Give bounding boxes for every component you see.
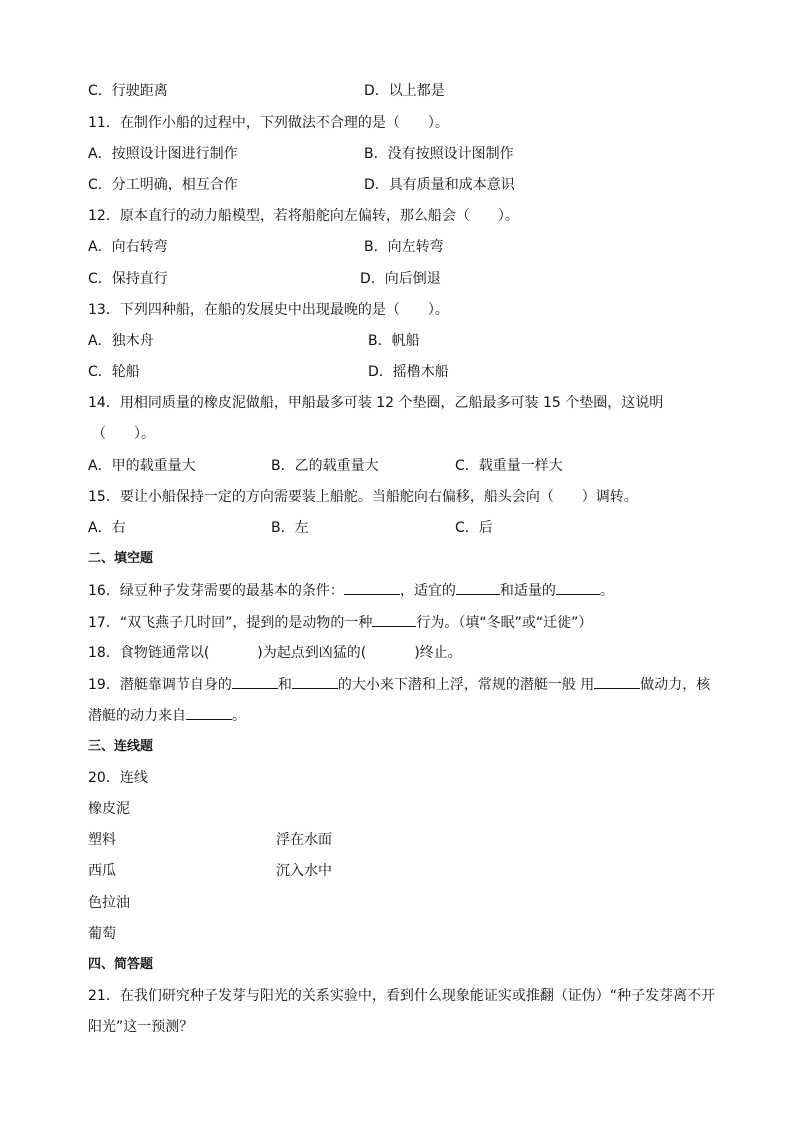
section-short-answer-title: 四、简答题 [88,957,154,972]
q11-option-c: C．分工明确，相互合作 [88,177,238,193]
q16-line [88,581,614,600]
q18-line [88,644,462,662]
q12-option-c: C．保持直行 [88,271,168,287]
q19-blank-4[interactable] [186,706,232,720]
q16-text-2: ，适宜的 [399,583,456,599]
q14-option-b: B．乙的载重量大 [271,458,379,474]
q13-option-d: D．摇橹木船 [368,364,449,380]
q21-line-2: 阳光”这一预测？ [88,1019,194,1035]
q19-line-2 [88,706,246,725]
q20-left-item[interactable]: 色拉油 [88,895,130,911]
q13-stem: 13．下列四种船，在船的发展史中出现最晚的是（ ）。 [88,302,449,318]
q18-text-1: 18．食物链通常以( [88,645,210,661]
q14-stem-continued: （ ）。 [92,426,155,442]
q18-text-2: )为起点到凶猛的( [257,645,367,661]
q13-option-a: A．独木舟 [88,333,154,349]
q19-blank-2[interactable] [292,675,338,689]
q14-option-c: C．载重量一样大 [455,458,563,474]
q19-blank-3[interactable] [594,675,640,689]
q15-option-c: C．后 [455,520,493,536]
q19-text-4: 做动力，核 [640,677,711,693]
q19-blank-1[interactable] [232,675,278,689]
q12-option-b: B．向左转弯 [364,239,444,255]
q16-blank-2[interactable] [456,581,500,595]
q13-option-b: B．帆船 [368,333,420,349]
q16-text-1: 16．绿豆种子发芽需要的最基本的条件： [88,583,344,599]
q19-text-1: 19．潜艇靠调节自身的 [88,677,232,693]
section-fill-in-title: 二、填空题 [88,551,154,566]
q15-stem: 15．要让小船保持一定的方向需要装上船舵。当船舵向右偏移，船头会向（ ）调转。 [88,489,638,505]
q16-text-4: 。 [599,583,614,599]
q12-stem: 12．原本直行的动力船模型，若将船舵向左偏转，那么船会（ ）。 [88,208,519,224]
q20-left-item[interactable]: 葡萄 [88,926,116,942]
q11-option-a: A．按照设计图进行制作 [88,146,238,162]
q14-stem: 14．用相同质量的橡皮泥做船，甲船最多可装 12 个垫圈，乙船最多可装 15 个垫圈，这说明 [88,395,664,411]
q10-option-d: D．以上都是 [364,83,445,99]
q15-option-a: A．右 [88,520,126,536]
q20-left-item[interactable]: 西瓜 [88,863,116,879]
q19-line-1 [88,675,710,694]
q11-option-b: B．没有按照设计图制作 [364,146,514,162]
q20-right-item[interactable]: 浮在水面 [276,832,332,848]
q19-text-end: 。 [232,708,246,724]
q13-option-c: C．轮船 [88,364,140,380]
q17-text-1: 17．“双飞燕子几时回”，提到的是动物的一种 [88,615,373,631]
q16-blank-3[interactable] [556,581,600,595]
q19-text-3: 的大小来下潜和上浮，常规的潜艇一般 用 [337,677,595,693]
q16-text-3: 和适量的 [499,583,556,599]
q20-left-item[interactable]: 橡皮泥 [88,801,130,817]
q18-text-3: )终止。 [414,645,462,661]
q17-line [88,613,592,632]
q15-option-b: B．左 [271,520,309,536]
q17-text-2: 行为。（填“冬眠”或“迁徙”） [416,615,593,631]
q16-blank-1[interactable] [344,581,400,595]
q21-line-1: 21．在我们研究种子发芽与阳光的关系实验中，看到什么现象能证实或推翻（证伪）“种子发芽离不开 [88,988,716,1004]
q17-blank[interactable] [372,613,416,627]
q10-option-c: C．行驶距离 [88,83,168,99]
q11-option-d: D．具有质量和成本意识 [364,177,515,193]
q19-text-5: 潜艇的动力来自 [88,708,186,724]
q20-left-item[interactable]: 塑料 [88,832,116,848]
q19-text-2: 和 [277,677,292,693]
q11-stem: 11．在制作小船的过程中，下列做法不合理的是（ ）。 [88,115,449,131]
q12-option-a: A．向右转弯 [88,239,168,255]
q20-right-item[interactable]: 沉入水中 [276,863,332,879]
q14-option-a: A．甲的载重量大 [88,458,196,474]
q20-stem: 20．连线 [88,770,148,786]
q12-option-d: D．向后倒退 [360,271,441,287]
section-matching-title: 三、连线题 [88,739,154,754]
